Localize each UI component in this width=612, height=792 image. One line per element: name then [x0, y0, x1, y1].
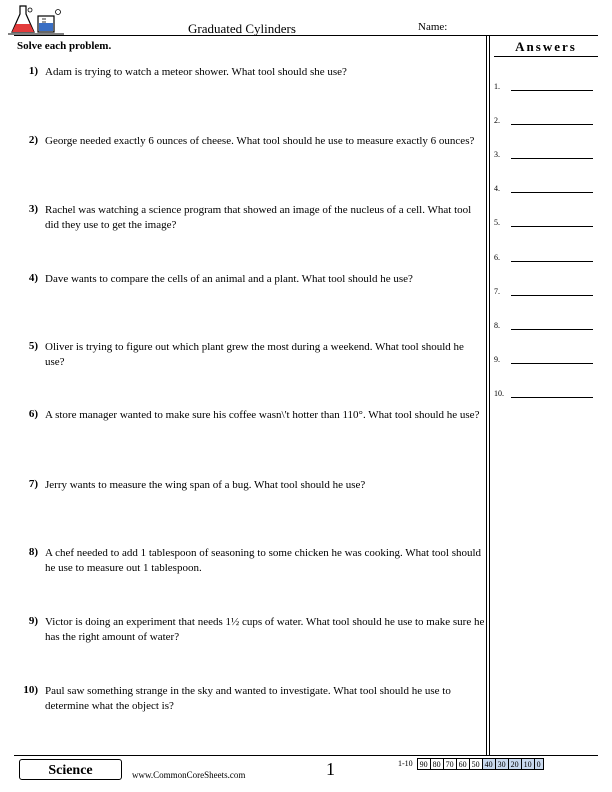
question-text: A chef needed to add 1 tablespoon of seasoning to some chicken he was cooking. What tool should he use to measure out 1 tablespoon. — [45, 547, 482, 574]
column-divider — [486, 36, 487, 755]
score-cell: 80 — [431, 758, 444, 770]
question-number: 8) — [28, 546, 38, 558]
score-cell: 30 — [496, 758, 509, 770]
score-cell: 20 — [509, 758, 522, 770]
footer-divider — [14, 755, 598, 756]
answer-number: 2. — [494, 116, 500, 125]
question-number: 5) — [28, 340, 38, 352]
question-text: George needed exactly 6 ounces of cheese. What tool should he use to measure exactly 6 ounces? — [45, 135, 475, 147]
question-text: Jerry wants to measure the wing span of a bug. What tool should he use? — [45, 479, 366, 491]
answer-line-8[interactable] — [511, 329, 593, 330]
answer-line-1[interactable] — [511, 90, 593, 91]
question-text: Dave wants to compare the cells of an animal and a plant. What tool should he use? — [45, 273, 413, 285]
answer-line-3[interactable] — [511, 158, 593, 159]
question-number: 3) — [28, 203, 38, 215]
answer-line-4[interactable] — [511, 192, 593, 193]
answer-number: 10. — [494, 389, 504, 398]
score-cell: 0 — [535, 758, 544, 770]
subject-badge: Science — [19, 759, 122, 780]
answer-line-6[interactable] — [511, 261, 593, 262]
answer-line-5[interactable] — [511, 226, 593, 227]
answer-number: 3. — [494, 150, 500, 159]
score-cell: 90 — [417, 758, 431, 770]
header-divider — [14, 35, 598, 36]
answer-number: 9. — [494, 355, 500, 364]
answer-number: 1. — [494, 82, 500, 91]
score-cell: 60 — [457, 758, 470, 770]
question-text: Rachel was watching a science program that showed an image of the nucleus of a cell. What tool did they use to get the image? — [45, 204, 472, 231]
answer-line-7[interactable] — [511, 295, 593, 296]
score-cell: 70 — [444, 758, 457, 770]
answer-number: 4. — [494, 184, 500, 193]
answer-number: 8. — [494, 321, 500, 330]
column-divider-inner — [489, 36, 490, 755]
answers-heading-rule — [494, 56, 598, 57]
question-text: A store manager wanted to make sure his coffee wasn\'t hotter than 110°. What tool should he use? — [45, 409, 480, 421]
score-cell: 10 — [522, 758, 535, 770]
question-number: 6) — [28, 408, 38, 420]
answer-line-9[interactable] — [511, 363, 593, 364]
score-cell: 50 — [470, 758, 483, 770]
answer-number: 6. — [494, 253, 500, 262]
question-number: 4) — [28, 272, 38, 284]
question-number: 1) — [28, 65, 38, 77]
name-label: Name: — [418, 21, 448, 33]
science-lab-logo-icon — [6, 4, 66, 36]
question-text: Victor is doing an experiment that needs 1½ cups of water. What tool should he use to make sure he has the right amount of water? — [45, 616, 485, 643]
worksheet-title: Graduated Cylinders — [188, 21, 296, 36]
instructions: Solve each problem. — [17, 40, 112, 52]
answer-number: 7. — [494, 287, 500, 296]
question-number: 10) — [23, 684, 38, 696]
question-text: Oliver is trying to figure out which plant grew the most during a weekend. What tool should he use? — [45, 341, 464, 368]
question-text: Adam is trying to watch a meteor shower. What tool should she use? — [45, 66, 347, 78]
answer-line-2[interactable] — [511, 124, 593, 125]
website-url: www.CommonCoreSheets.com — [132, 770, 246, 780]
score-cell: 40 — [483, 758, 496, 770]
question-number: 2) — [28, 134, 38, 146]
question-text: Paul saw something strange in the sky and wanted to investigate. What tool should he use to determine what the object is? — [45, 685, 451, 712]
page-number: 1 — [326, 759, 335, 779]
answer-line-10[interactable] — [511, 397, 593, 398]
score-scale — [396, 758, 544, 770]
question-number: 9) — [28, 615, 38, 627]
question-number: 7) — [28, 478, 38, 490]
score-range: 1-10 — [398, 759, 413, 768]
answer-number: 5. — [494, 218, 500, 227]
answers-heading: Answers — [515, 39, 577, 54]
